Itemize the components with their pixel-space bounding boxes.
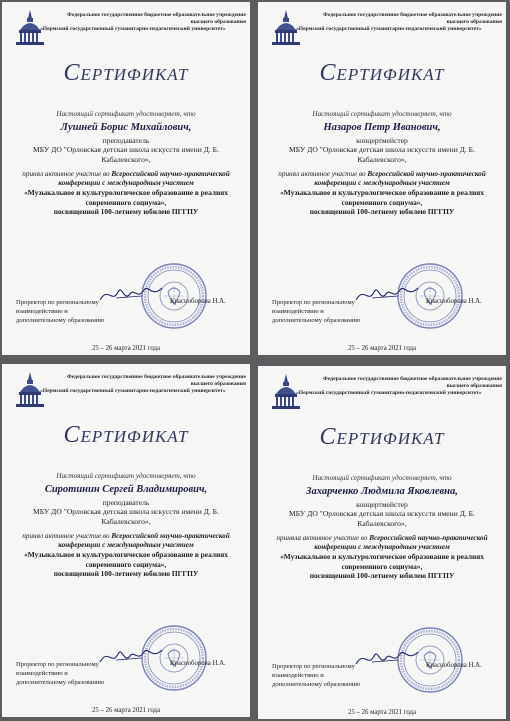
organization-header <box>296 376 502 397</box>
conference-anniversary: посвященной 100-летнему юбилею ПГГПУ <box>309 207 455 216</box>
participation-prefix: приняла активное участие во <box>276 534 368 542</box>
org-line-2: высшего образования <box>190 381 246 387</box>
recipient-name: Захарченко Людмила Яковлевна, <box>306 486 458 497</box>
signer-position-line-3: дополнительному образованию <box>272 317 361 324</box>
signer-position <box>272 298 360 325</box>
org-line-2: высшего образования <box>446 383 502 389</box>
signature-icon <box>354 280 420 308</box>
conference-anniversary: посвященной 100-летнему юбилею ПГГПУ <box>53 207 199 216</box>
recipient-name: Назаров Петр Иванович, <box>323 122 441 133</box>
org-line-3: «Пермский государственный гуманитарно-педагогический университет» <box>296 26 482 32</box>
participation-event: Всероссийской научно-практической конференции с международным участием <box>314 170 486 187</box>
signer-name: Красноборова Н.А. <box>170 660 226 667</box>
participation-event: Всероссийской научно-практической конференции с международным участием <box>58 532 230 549</box>
school-name: МБУ ДО "Орловская детская школа искусств имени Д. Б. Кабалевского», <box>33 507 219 526</box>
org-line-3: «Пермский государственный гуманитарно-педагогический университет» <box>296 390 482 396</box>
event-date: 25 – 26 марта 2021 года <box>347 345 417 352</box>
certificate-title: Сертификат <box>319 60 445 86</box>
intro-text: Настоящий сертификат удостоверяет, что <box>56 472 196 480</box>
conference-name: «Музыкальное и культурологическое образование в реалиях современного социума», <box>24 188 228 207</box>
conference-title <box>16 188 236 217</box>
recipient-role: преподаватель <box>102 498 150 507</box>
intro-text: Настоящий сертификат удостоверяет, что <box>312 474 452 482</box>
signer-position-line-2: взаимодействию и <box>16 670 68 677</box>
signature-icon <box>354 644 420 672</box>
certificate-1 <box>2 2 250 355</box>
signer-name: Красноборова Н.А. <box>426 298 482 305</box>
signer-position-line-2: взаимодействию и <box>272 308 324 315</box>
conference-name: «Музыкальное и культурологическое образование в реалиях современного социума», <box>280 552 484 571</box>
signer-position <box>16 660 104 687</box>
participation-prefix: принял активное участие во <box>22 532 110 540</box>
signer-position-line-3: дополнительному образованию <box>16 317 105 324</box>
school-name: МБУ ДО "Орловская детская школа искусств имени Д. Б. Кабалевского», <box>289 509 475 528</box>
conference-title <box>16 550 236 579</box>
event-date: 25 – 26 марта 2021 года <box>91 707 161 714</box>
conference-title <box>272 552 492 581</box>
recipient-name: Лушней Борис Михайлович, <box>60 122 192 133</box>
certificate-4 <box>258 366 506 719</box>
conference-name: «Музыкальное и культурологическое образование в реалиях современного социума», <box>24 550 228 569</box>
recipient-name: Сиротинин Сергей Владимирович, <box>44 484 208 495</box>
conference-name: «Музыкальное и культурологическое образование в реалиях современного социума», <box>280 188 484 207</box>
event-date: 25 – 26 марта 2021 года <box>347 709 417 716</box>
signer-position <box>272 662 360 689</box>
org-line-2: высшего образования <box>190 19 246 25</box>
signer-position-line-3: дополнительному образованию <box>272 681 361 688</box>
certificate-3 <box>2 364 250 717</box>
org-line-3: «Пермский государственный гуманитарно-педагогический университет» <box>40 388 226 394</box>
participation-text <box>268 534 496 552</box>
participation-event: Всероссийской научно-практической конференции с международным участием <box>58 170 230 187</box>
certificate-2 <box>258 2 506 355</box>
signer-position-line-1: Проректор по региональному <box>272 663 355 670</box>
organization-header <box>40 374 246 395</box>
participation-text <box>12 170 240 188</box>
event-date: 25 – 26 марта 2021 года <box>91 345 161 352</box>
signature-icon <box>98 642 164 670</box>
org-line-2: высшего образования <box>446 19 502 25</box>
organization-header <box>40 12 246 33</box>
intro-text: Настоящий сертификат удостоверяет, что <box>312 110 452 118</box>
conference-anniversary: посвященной 100-летнему юбилею ПГГПУ <box>309 571 455 580</box>
certificate-title: Сертификат <box>319 424 445 450</box>
org-line-1: Федеральное государственное бюджетное образовательное учреждение <box>323 376 502 382</box>
participation-prefix: принял активное участие во <box>278 170 366 178</box>
signer-position-line-3: дополнительному образованию <box>16 679 105 686</box>
certificate-title: Сертификат <box>63 60 189 86</box>
school-name: МБУ ДО "Орловская детская школа искусств имени Д. Б. Кабалевского», <box>33 145 219 164</box>
recipient-role: концертмейстер <box>356 500 408 509</box>
signer-position-line-2: взаимодействию и <box>272 672 324 679</box>
signer-position-line-2: взаимодействию и <box>16 308 68 315</box>
org-line-1: Федеральное государственное бюджетное образовательное учреждение <box>67 12 246 18</box>
school-name: МБУ ДО "Орловская детская школа искусств имени Д. Б. Кабалевского», <box>289 145 475 164</box>
intro-text: Настоящий сертификат удостоверяет, что <box>56 110 196 118</box>
org-line-3: «Пермский государственный гуманитарно-педагогический университет» <box>40 26 226 32</box>
participation-prefix: принял активное участие во <box>22 170 110 178</box>
signer-position <box>16 298 104 325</box>
org-line-1: Федеральное государственное бюджетное образовательное учреждение <box>67 374 246 380</box>
certificate-title: Сертификат <box>63 422 189 448</box>
conference-title <box>272 188 492 217</box>
org-line-1: Федеральное государственное бюджетное образовательное учреждение <box>323 12 502 18</box>
signer-name: Красноборова Н.А. <box>426 662 482 669</box>
participation-event: Всероссийской научно-практической конференции с международным участием <box>314 534 488 551</box>
participation-text <box>268 170 496 188</box>
signature-icon <box>98 280 164 308</box>
signer-position-line-1: Проректор по региональному <box>16 661 99 668</box>
recipient-role: преподаватель <box>102 136 150 145</box>
signer-position-line-1: Проректор по региональному <box>272 299 355 306</box>
recipient-role: концертмейстер <box>356 136 408 145</box>
organization-header <box>296 12 502 33</box>
signer-name: Красноборова Н.А. <box>170 298 226 305</box>
participation-text <box>12 532 240 550</box>
conference-anniversary: посвященной 100-летнему юбилею ПГГПУ <box>53 569 199 578</box>
signer-position-line-1: Проректор по региональному <box>16 299 99 306</box>
